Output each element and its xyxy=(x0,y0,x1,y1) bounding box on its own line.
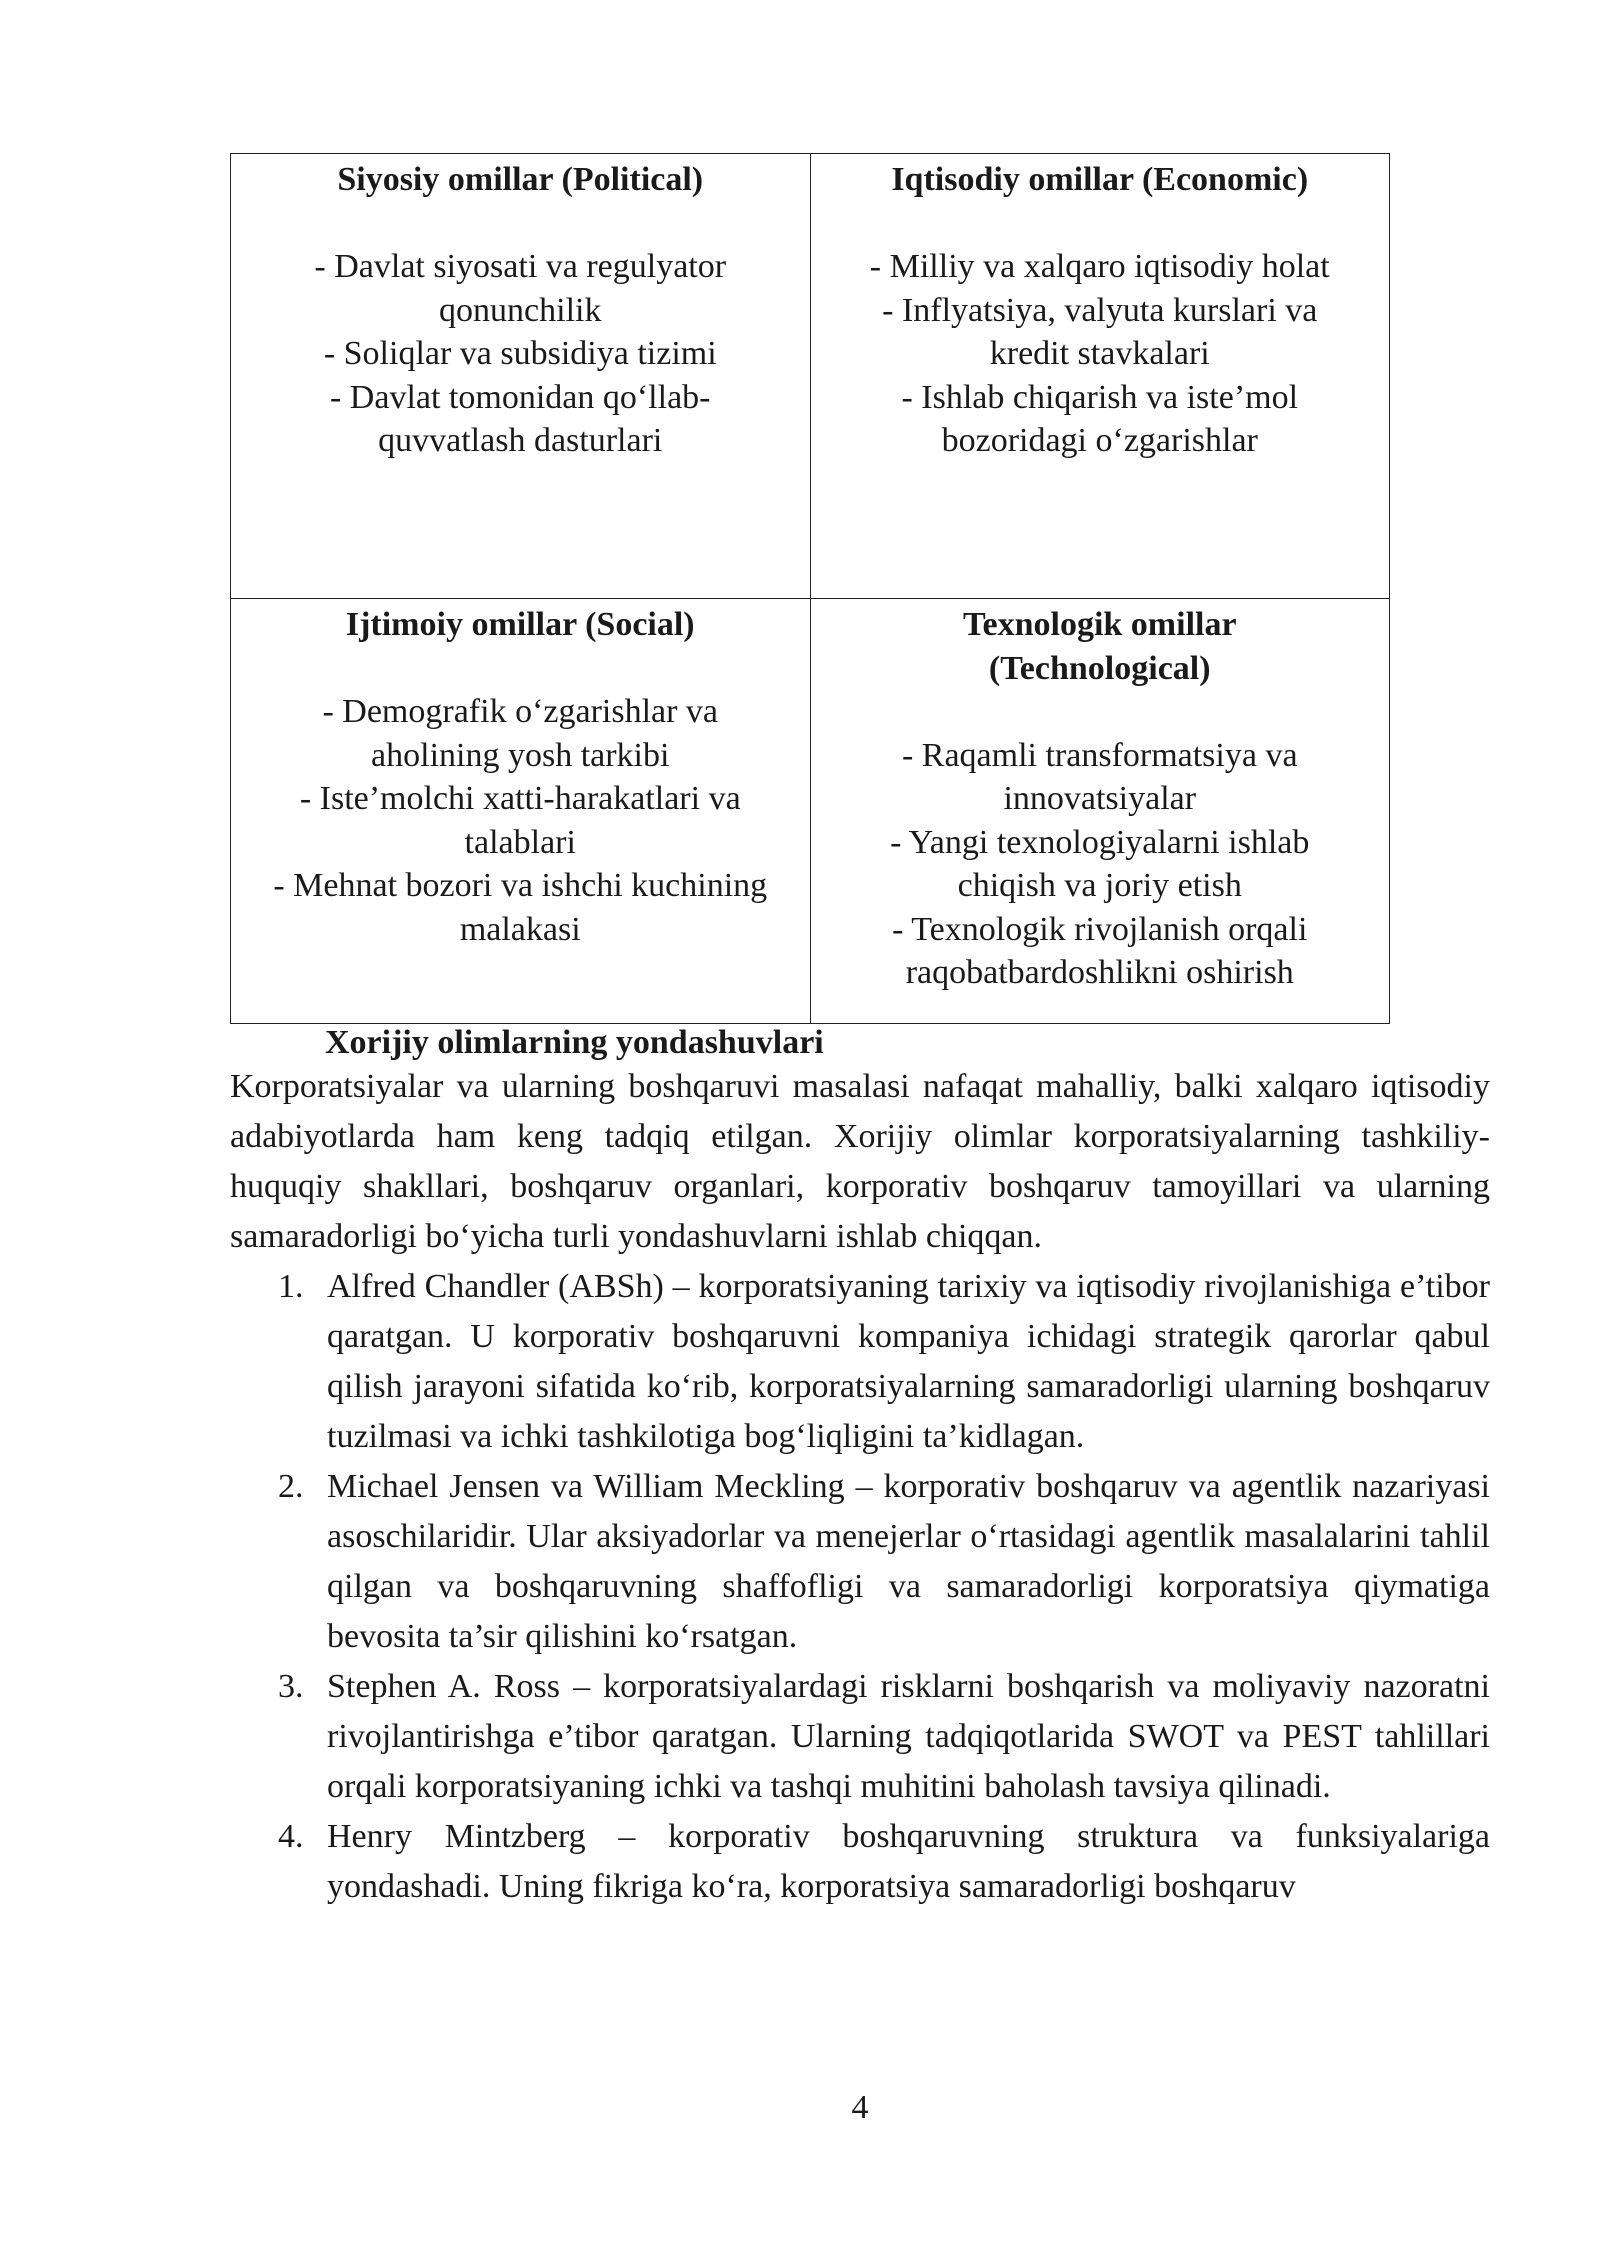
technological-title-line: Texnologik omillar xyxy=(962,606,1237,643)
intro-paragraph xyxy=(230,1062,1490,1262)
scholars-list xyxy=(230,1262,1490,1912)
social-factors-cell xyxy=(231,599,811,1024)
political-factor-line: - Davlat tomonidan qo‘llab- xyxy=(329,378,711,416)
list-item xyxy=(230,1662,1490,1812)
social-factor-line: talablari xyxy=(464,823,576,861)
technological-factor-line: - Raqamli transformatsiya va xyxy=(901,736,1298,774)
list-item-text: Alfred Chandler (ABSh) – korporatsiyaning tarixiy va iqtisodiy rivojlanishiga e’tibor qaratgan. U korporativ boshqaruvni kompaniya ichidagi strategik qarorlar qabul qilish jarayoni sifatida ko‘rib, korporatsiyalarning samaradorligi ularning boshqaruv tuzilmasi va ichki tashkilotiga bog‘liqligini ta’kidlagan. xyxy=(327,1268,1490,1455)
social-factor-line: - Iste’molchi xatti-harakatlari va xyxy=(299,780,741,817)
economic-factor-line: - Ishlab chiqarish va iste’mol xyxy=(901,378,1299,416)
list-item-number: 4. xyxy=(278,1818,304,1855)
political-factors-title: Siyosiy omillar (Political) xyxy=(337,161,704,198)
pest-factors-table xyxy=(230,153,1390,1024)
economic-factor-line: kredit stavkalari xyxy=(989,335,1210,372)
list-item-text: Henry Mintzberg – korporativ boshqaruvning struktura va funksiyalariga yondashadi. Uning fikriga ko‘ra, korporatsiya samaradorligi boshqaruv xyxy=(327,1818,1490,1905)
list-item xyxy=(230,1812,1490,1912)
technological-factor-line: raqobatbardoshlikni oshirish xyxy=(905,954,1294,991)
technological-factor-line: - Yangi texnologiyalarni ishlab xyxy=(890,823,1310,861)
list-item xyxy=(230,1262,1490,1462)
social-factors-title: Ijtimoiy omillar (Social) xyxy=(345,606,695,643)
technological-factors-cell xyxy=(810,599,1390,1024)
social-factor-line: aholining yosh tarkibi xyxy=(371,736,670,774)
political-factor-line: - Davlat siyosati va regulyator xyxy=(314,248,727,285)
social-factor-line: malakasi xyxy=(459,910,581,948)
technological-factors-title xyxy=(825,603,1376,690)
economic-factor-line: bozoridagi o‘zgarishlar xyxy=(941,422,1258,459)
list-item-text: Stephen A. Ross – korporatsiyalardagi risklarni boshqarish va moliyaviy nazoratni rivojlantirishga e’tibor qaratgan. Ularning tadqiqotlarida SWOT va PEST tahlillari orqali korporatsiyaning ichki va tashqi muhitini baholash tavsiya qilinadi. xyxy=(327,1668,1490,1805)
social-factor-line: - Mehnat bozori va ishchi kuchining xyxy=(273,867,768,904)
economic-factors-cell xyxy=(810,154,1390,599)
political-factor-line: quvvatlash dasturlari xyxy=(378,422,663,459)
political-factors-cell xyxy=(231,154,811,599)
list-item-text: Michael Jensen va William Meckling – korporativ boshqaruv va agentlik nazariyasi asoschilaridir. Ular aksiyadorlar va menejerlar o‘rtasidagi agentlik masalalarini tahlil qilgan va boshqaruvning shaffofligi va samaradorligi korporatsiya qiymatiga bevosita ta’sir qilishini ko‘rsatgan. xyxy=(327,1468,1490,1655)
social-factor-line: - Demografik o‘zgarishlar va xyxy=(322,693,719,730)
economic-factors-title: Iqtisodiy omillar (Economic) xyxy=(891,161,1309,198)
economic-factor-line: - Inflyatsiya, valyuta kurslari va xyxy=(882,291,1318,329)
section-heading: Xorijiy olimlarning yondashuvlari xyxy=(325,1024,824,1061)
political-factor-line: - Soliqlar va subsidiya tizimi xyxy=(323,335,717,372)
intro-text: Korporatsiyalar va ularning boshqaruvi masalasi nafaqat mahalliy, balki xalqaro iqtisodiy adabiyotlarda ham keng tadqiq etilgan. Xorijiy olimlar korporatsiyalarning tashkiliy-huquqiy shakllari, boshqaruv organlari, korporativ boshqaruv tamoyillari va ularning samaradorligi bo‘yicha turli yondashuvlarni ishlab chiqqan. xyxy=(230,1068,1490,1255)
technological-factor-line: chiqish va joriy etish xyxy=(957,867,1242,904)
technological-factor-line: - Texnologik rivojlanish orqali xyxy=(892,910,1308,948)
list-item-number: 2. xyxy=(278,1468,304,1505)
economic-factor-line: - Milliy va xalqaro iqtisodiy holat xyxy=(869,248,1330,285)
political-factor-line: qonunchilik xyxy=(439,291,602,329)
list-item xyxy=(230,1462,1490,1662)
list-item-number: 1. xyxy=(278,1268,304,1305)
list-item-number: 3. xyxy=(278,1668,304,1705)
technological-title-line: (Technological) xyxy=(988,649,1211,687)
page-number: 4 xyxy=(851,2089,869,2126)
technological-factor-line: innovatsiyalar xyxy=(1003,780,1197,817)
